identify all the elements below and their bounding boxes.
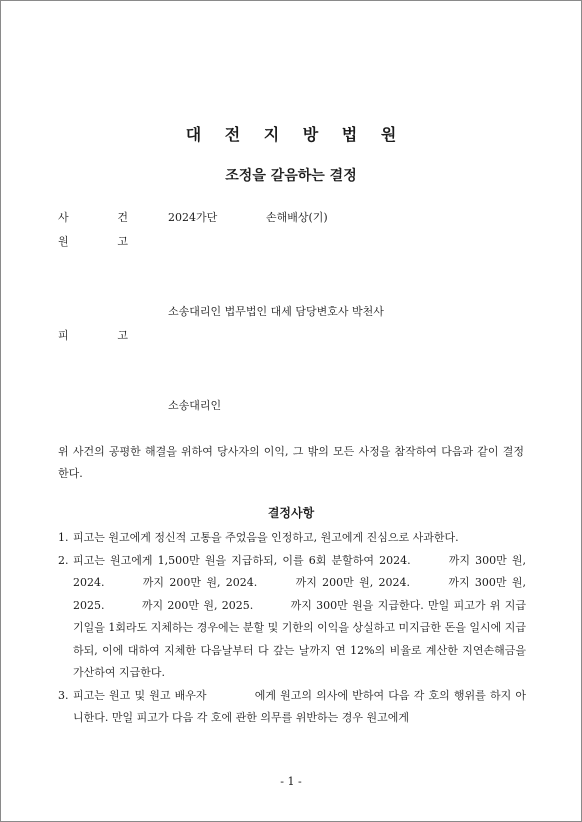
section-title: 결정사항 [267,506,315,520]
page-number: - 1 - [280,775,302,788]
item-text: 피고는 원고에게 정신적 고통을 주었음을 인정하고, 원고에게 진심으로 사과한다. [73,531,459,544]
item-number: 3. [58,688,69,702]
document-title: 조정을 갈음하는 결정 [225,168,357,184]
decision-list [58,527,526,730]
plaintiff-attorney: 소송대리인 법무법인 대세 담당변호사 박천사 [168,305,384,318]
item-number: 2. [58,553,69,567]
court-name: 대 전 지 방 법 원 [185,125,406,144]
decision-item [58,527,526,550]
item-text: 피고는 원고 및 원고 배우자 에게 원고의 의사에 반하여 다음 각 호의 행위를 하지 아니한다. 만일 피고가 다음 각 호에 관한 의무를 위반하는 경우 원고에게 [73,688,526,724]
defendant-label: 피 고 [58,329,128,342]
case-name: 손해배상(기) [266,211,328,224]
item-number: 1. [58,531,69,544]
defendant-attorney: 소송대리인 [168,399,222,412]
decision-item [58,685,526,730]
case-label: 사 건 [58,211,128,224]
case-number: 2024가단 [168,211,218,224]
item-text: 피고는 원고에게 1,500만 원을 지급하되, 이를 6회 분할하여 2024. 까지 300만 원, 2024. 까지 200만 원, 2024. 까지 200만 원, 2024. 까지 300만 원, 2025. 까지 200만 원, 2025. 까지 300만 원을 지급한다. 만일 피고가 위 지급기일을 1회라도 지체하는 경우에는 분할 및 기한의 이익을 상실하고 미지급한 돈을 일시에 지급하되, 이에 대하여 지체한 다음날부터 다 갚는 날까지 연 12%의 비율로 계산한 지연손해금을 가산하여 지급한다. [73,553,526,679]
intro-paragraph: 위 사건의 공평한 해결을 위하여 당사자의 이익, 그 밖의 모든 사정을 참작하여 다음과 같이 결정한다. [58,445,524,480]
decision-item [58,550,526,685]
plaintiff-label: 원 고 [58,235,128,248]
